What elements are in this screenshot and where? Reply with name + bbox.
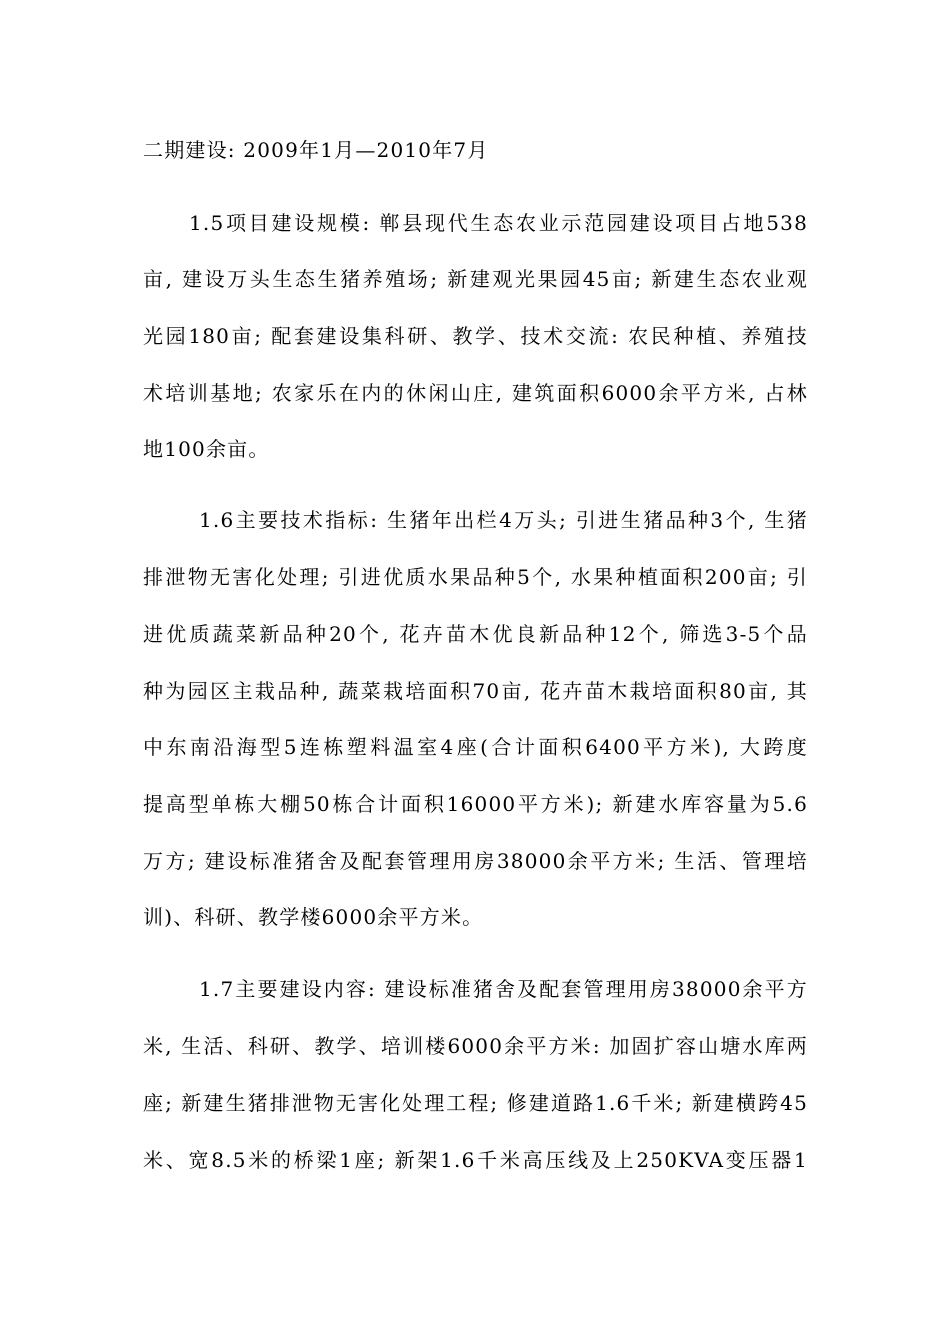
paragraph-line: 1.7主要建设内容: 建设标准猪舍及配套管理用房38000余平方 [199, 977, 808, 1001]
paragraph-line: 排泄物无害化处理; 引进优质水果品种5个, 水果种植面积200亩; 引 [143, 565, 808, 589]
paragraph-line: 万方; 建设标准猪舍及配套管理用房38000余平方米; 生活、管理培 [143, 849, 808, 873]
paragraph-line: 座; 新建生猪排泄物无害化处理工程; 修建道路1.6千米; 新建横跨45 [143, 1091, 808, 1115]
paragraph-line: 中东南沿海型5连栋塑料温室4座(合计面积6400平方米), 大跨度 [143, 735, 808, 759]
paragraph-line: 进优质蔬菜新品种20个, 花卉苗木优良新品种12个, 筛选3-5个品 [143, 622, 808, 646]
paragraph-line: 光园180亩; 配套建设集科研、教学、技术交流: 农民种植、养殖技 [143, 324, 808, 348]
paragraph-line: 地100余亩。 [143, 437, 270, 461]
paragraph-line: 1.6主要技术指标: 生猪年出栏4万头; 引进生猪品种3个, 生猪 [199, 508, 808, 532]
paragraph-line: 米, 生活、科研、教学、培训楼6000余平方米: 加固扩容山塘水库两 [143, 1034, 808, 1058]
paragraph-line: 术培训基地; 农家乐在内的休闲山庄, 建筑面积6000余平方米, 占林 [143, 381, 808, 405]
paragraph-line: 种为园区主栽品种, 蔬菜栽培面积70亩, 花卉苗木栽培面积80亩, 其 [143, 679, 808, 703]
paragraph-line: 亩, 建设万头生态生猪养殖场; 新建观光果园45亩; 新建生态农业观 [143, 267, 808, 291]
paragraph-line: 提高型单栋大棚50栋合计面积16000平方米); 新建水库容量为5.6 [143, 792, 808, 816]
phase2-heading: 二期建设: 2009年1月—2010年7月 [143, 138, 489, 162]
paragraph-line: 米、宽8.5米的桥梁1座; 新架1.6千米高压线及上250KVA变压器1 [143, 1148, 808, 1172]
paragraph-line: 训)、科研、教学楼6000余平方米。 [143, 905, 484, 929]
paragraph-line: 1.5项目建设规模: 郸县现代生态农业示范园建设项目占地538 [189, 211, 808, 235]
